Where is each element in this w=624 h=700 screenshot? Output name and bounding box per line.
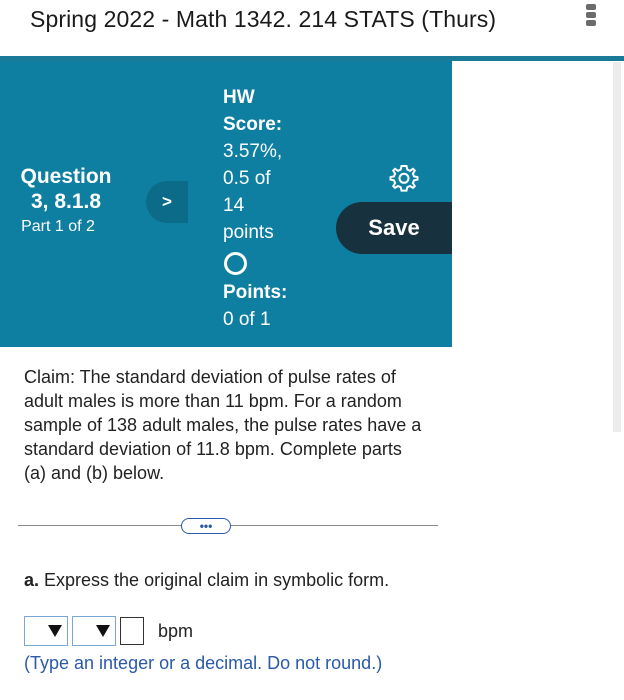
question-label: Question bbox=[20, 165, 112, 188]
operator-dropdown[interactable] bbox=[72, 616, 116, 646]
unit-label: bpm bbox=[158, 620, 194, 641]
scrollbar[interactable] bbox=[613, 62, 621, 432]
kebab-menu-icon[interactable] bbox=[583, 4, 599, 30]
question-title bbox=[0, 164, 132, 214]
dropdown-arrow-icon bbox=[96, 625, 110, 637]
parameter-dropdown[interactable] bbox=[24, 616, 68, 646]
claim-text: Claim: The standard deviation of pulse rates of adult males is more than 11 bpm. For a random sample of 138 adult males, the pulse rates have a standard deviation of 11.8 bpm. Complete parts (a) and (b) below. bbox=[24, 367, 422, 483]
next-question-button[interactable] bbox=[146, 181, 188, 223]
part-a-text: Express the original claim in symbolic form. bbox=[39, 570, 390, 590]
gear-icon[interactable] bbox=[389, 163, 419, 193]
score-panel bbox=[223, 84, 287, 333]
score-line-b: 14 bbox=[223, 195, 245, 216]
points-label: Points: bbox=[223, 282, 288, 303]
hw-label: HW bbox=[223, 87, 255, 108]
progress-circle-icon bbox=[224, 252, 247, 275]
points-value: 0 of 1 bbox=[223, 309, 271, 330]
save-button[interactable]: Save bbox=[336, 202, 452, 254]
score-percent: 3.57%, bbox=[223, 141, 283, 162]
part-a-label: a. bbox=[24, 570, 40, 590]
input-hint: (Type an integer or a decimal. Do not round.) bbox=[24, 653, 383, 673]
question-part: Part 1 of 2 bbox=[21, 218, 95, 235]
dropdown-arrow-icon bbox=[48, 625, 62, 637]
expand-more-button[interactable]: ••• bbox=[181, 518, 231, 534]
score-label: Score: bbox=[223, 114, 283, 135]
score-line-c: points bbox=[223, 222, 274, 243]
question-number: 3, 8.1.8 bbox=[30, 190, 102, 213]
page-title: Spring 2022 - Math 1342. 214 STATS (Thurs) bbox=[30, 6, 497, 32]
chevron-right-icon: > bbox=[162, 192, 172, 211]
answer-row bbox=[24, 615, 193, 647]
score-line-a: 0.5 of bbox=[223, 168, 271, 189]
part-a-instruction bbox=[24, 570, 389, 591]
value-input[interactable] bbox=[120, 617, 144, 645]
